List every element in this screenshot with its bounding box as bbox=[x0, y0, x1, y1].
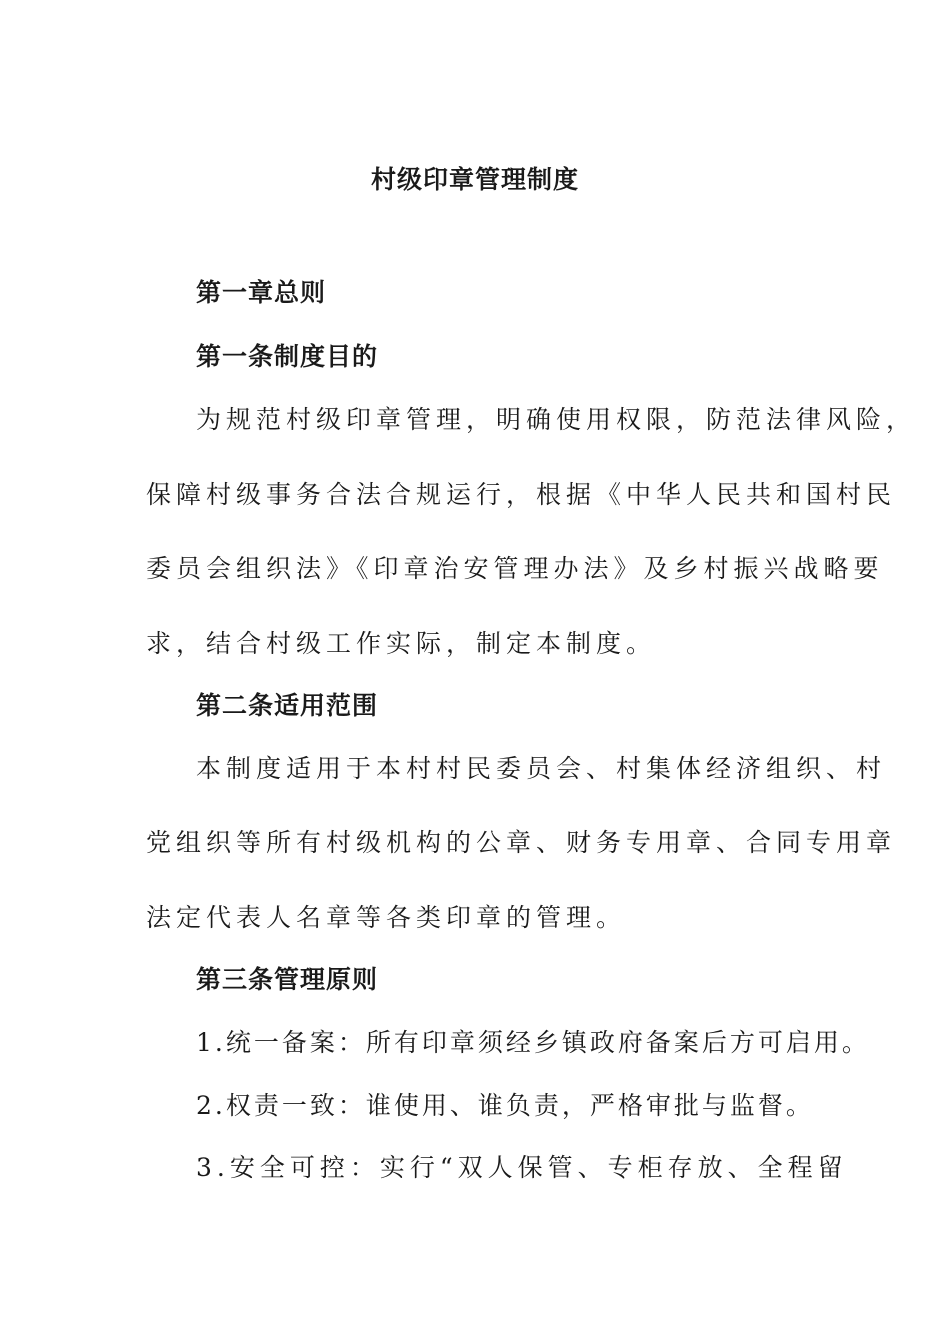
article-3-item-3: 3.安全可控：实行“双人保管、专柜存放、全程留 bbox=[196, 1153, 848, 1182]
article-2-line-1: 本制度适用于本村村民委员会、村集体经济组织、村 bbox=[196, 754, 887, 783]
document-title: 村级印章管理制度 bbox=[370, 165, 579, 194]
chapter-heading: 第一章总则 bbox=[196, 278, 327, 307]
article-1-line-1: 为规范村级印章管理，明确使用权限，防范法律风险， bbox=[196, 405, 917, 434]
article-1-heading: 第一条制度目的 bbox=[196, 342, 379, 371]
article-2-heading: 第二条适用范围 bbox=[196, 691, 379, 720]
article-2-line-3: 法定代表人名章等各类印章的管理。 bbox=[146, 903, 627, 932]
article-3-heading: 第三条管理原则 bbox=[196, 965, 379, 994]
article-3-item-1: 1.统一备案：所有印章须经乡镇政府备案后方可启用。 bbox=[196, 1028, 870, 1057]
article-3-item-2: 2.权责一致：谁使用、谁负责，严格审批与监督。 bbox=[196, 1091, 814, 1120]
article-1-line-3: 委员会组织法》《印章治安管理办法》及乡村振兴战略要 bbox=[146, 554, 884, 583]
article-2-line-2: 党组织等所有村级机构的公章、财务专用章、合同专用章 bbox=[146, 828, 897, 857]
article-1-line-4: 求，结合村级工作实际，制定本制度。 bbox=[146, 629, 657, 658]
article-1-line-2: 保障村级事务合法合规运行，根据《中华人民共和国村民 bbox=[146, 480, 897, 509]
